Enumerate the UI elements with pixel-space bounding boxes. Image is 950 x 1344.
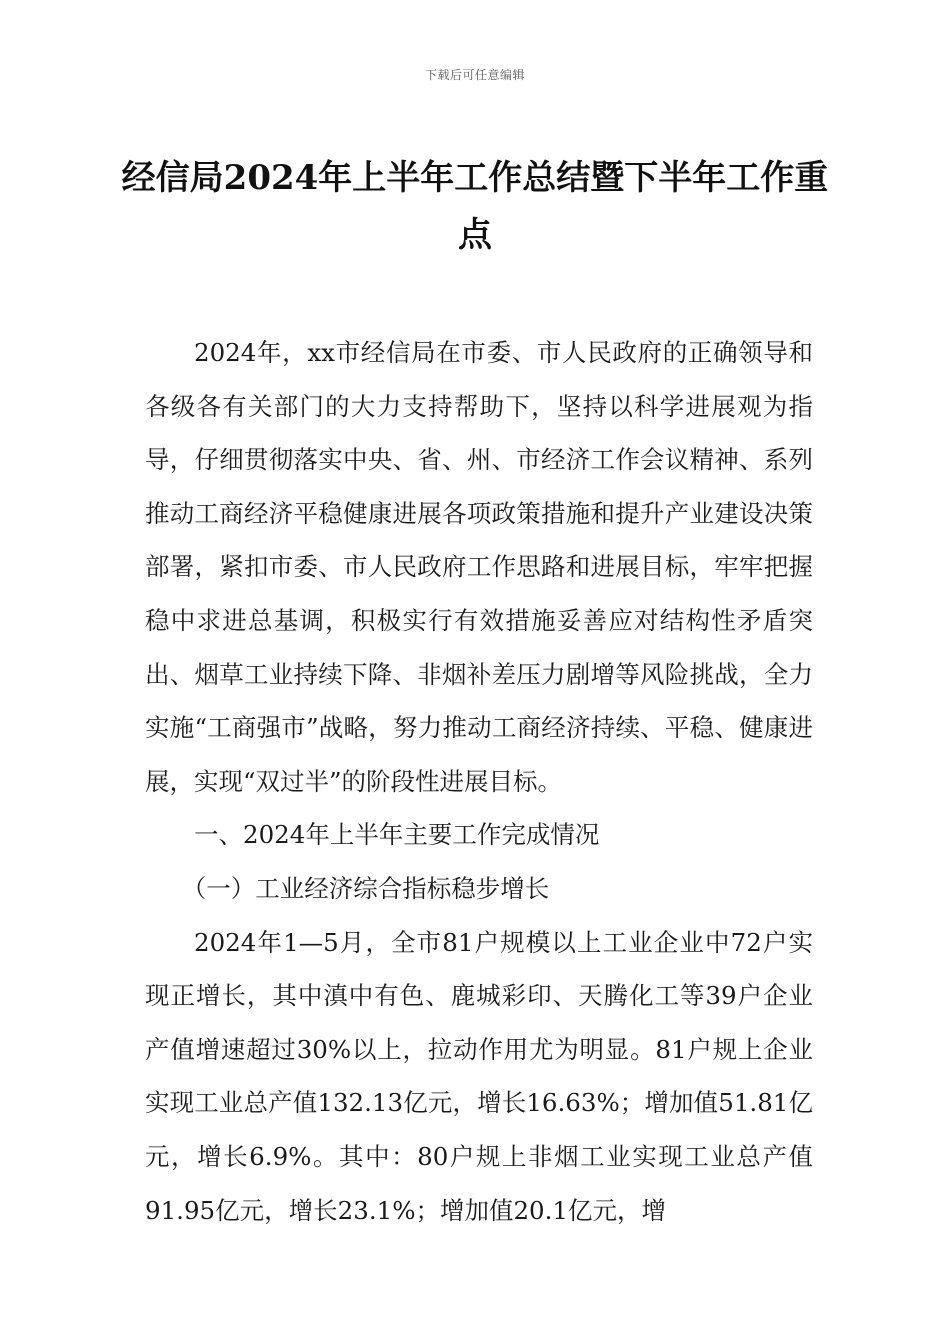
subsection-heading: （一）工业经济综合指标稳步增长 xyxy=(181,873,550,903)
section-heading: 一、2024年上半年主要工作完成情况 xyxy=(194,820,600,850)
document-title: 经信局2024年上半年工作总结暨下半年工作重点 xyxy=(121,158,829,255)
document-body xyxy=(145,326,813,1237)
header-note: 下载后可任意编辑 xyxy=(424,68,525,82)
intro-paragraph: 2024年，xx市经信局在市委、市人民政府的正确领导和各级各有关部门的大力支持帮助下，坚持以科学进展观为指导，仔细贯彻落实中央、省、州、市经济工作会议精神、系列推动工商经济平稳健康进展各项政策措施和提升产业建设决策部署，紧扣市委、市人民政府工作思路和进展目标，牢牢把握稳中求进总基调，积极实行有效措施妥善应对结构性矛盾突出、烟草工业持续下降、非烟补差压力剧增等风险挑战，全力实施“工商强市”战略，努力推动工商经济持续、平稳、健康进展，实现“双过半”的阶段性进展目标。 xyxy=(145,338,813,796)
subsection-paragraph: 2024年1—5月，全市81户规模以上工业企业中72户实现正增长，其中滇中有色、鹿城彩印、天腾化工等39户企业产值增速超过30%以上，拉动作用尤为明显。81户规上企业实现工业总产值132.13亿元，增长16.63%；增加值51.81亿元，增长6.9%。其中：80户规上非烟工业实现工业总产值91.95亿元，增长23.1%；增加值20.1亿元，增 xyxy=(145,927,813,1225)
